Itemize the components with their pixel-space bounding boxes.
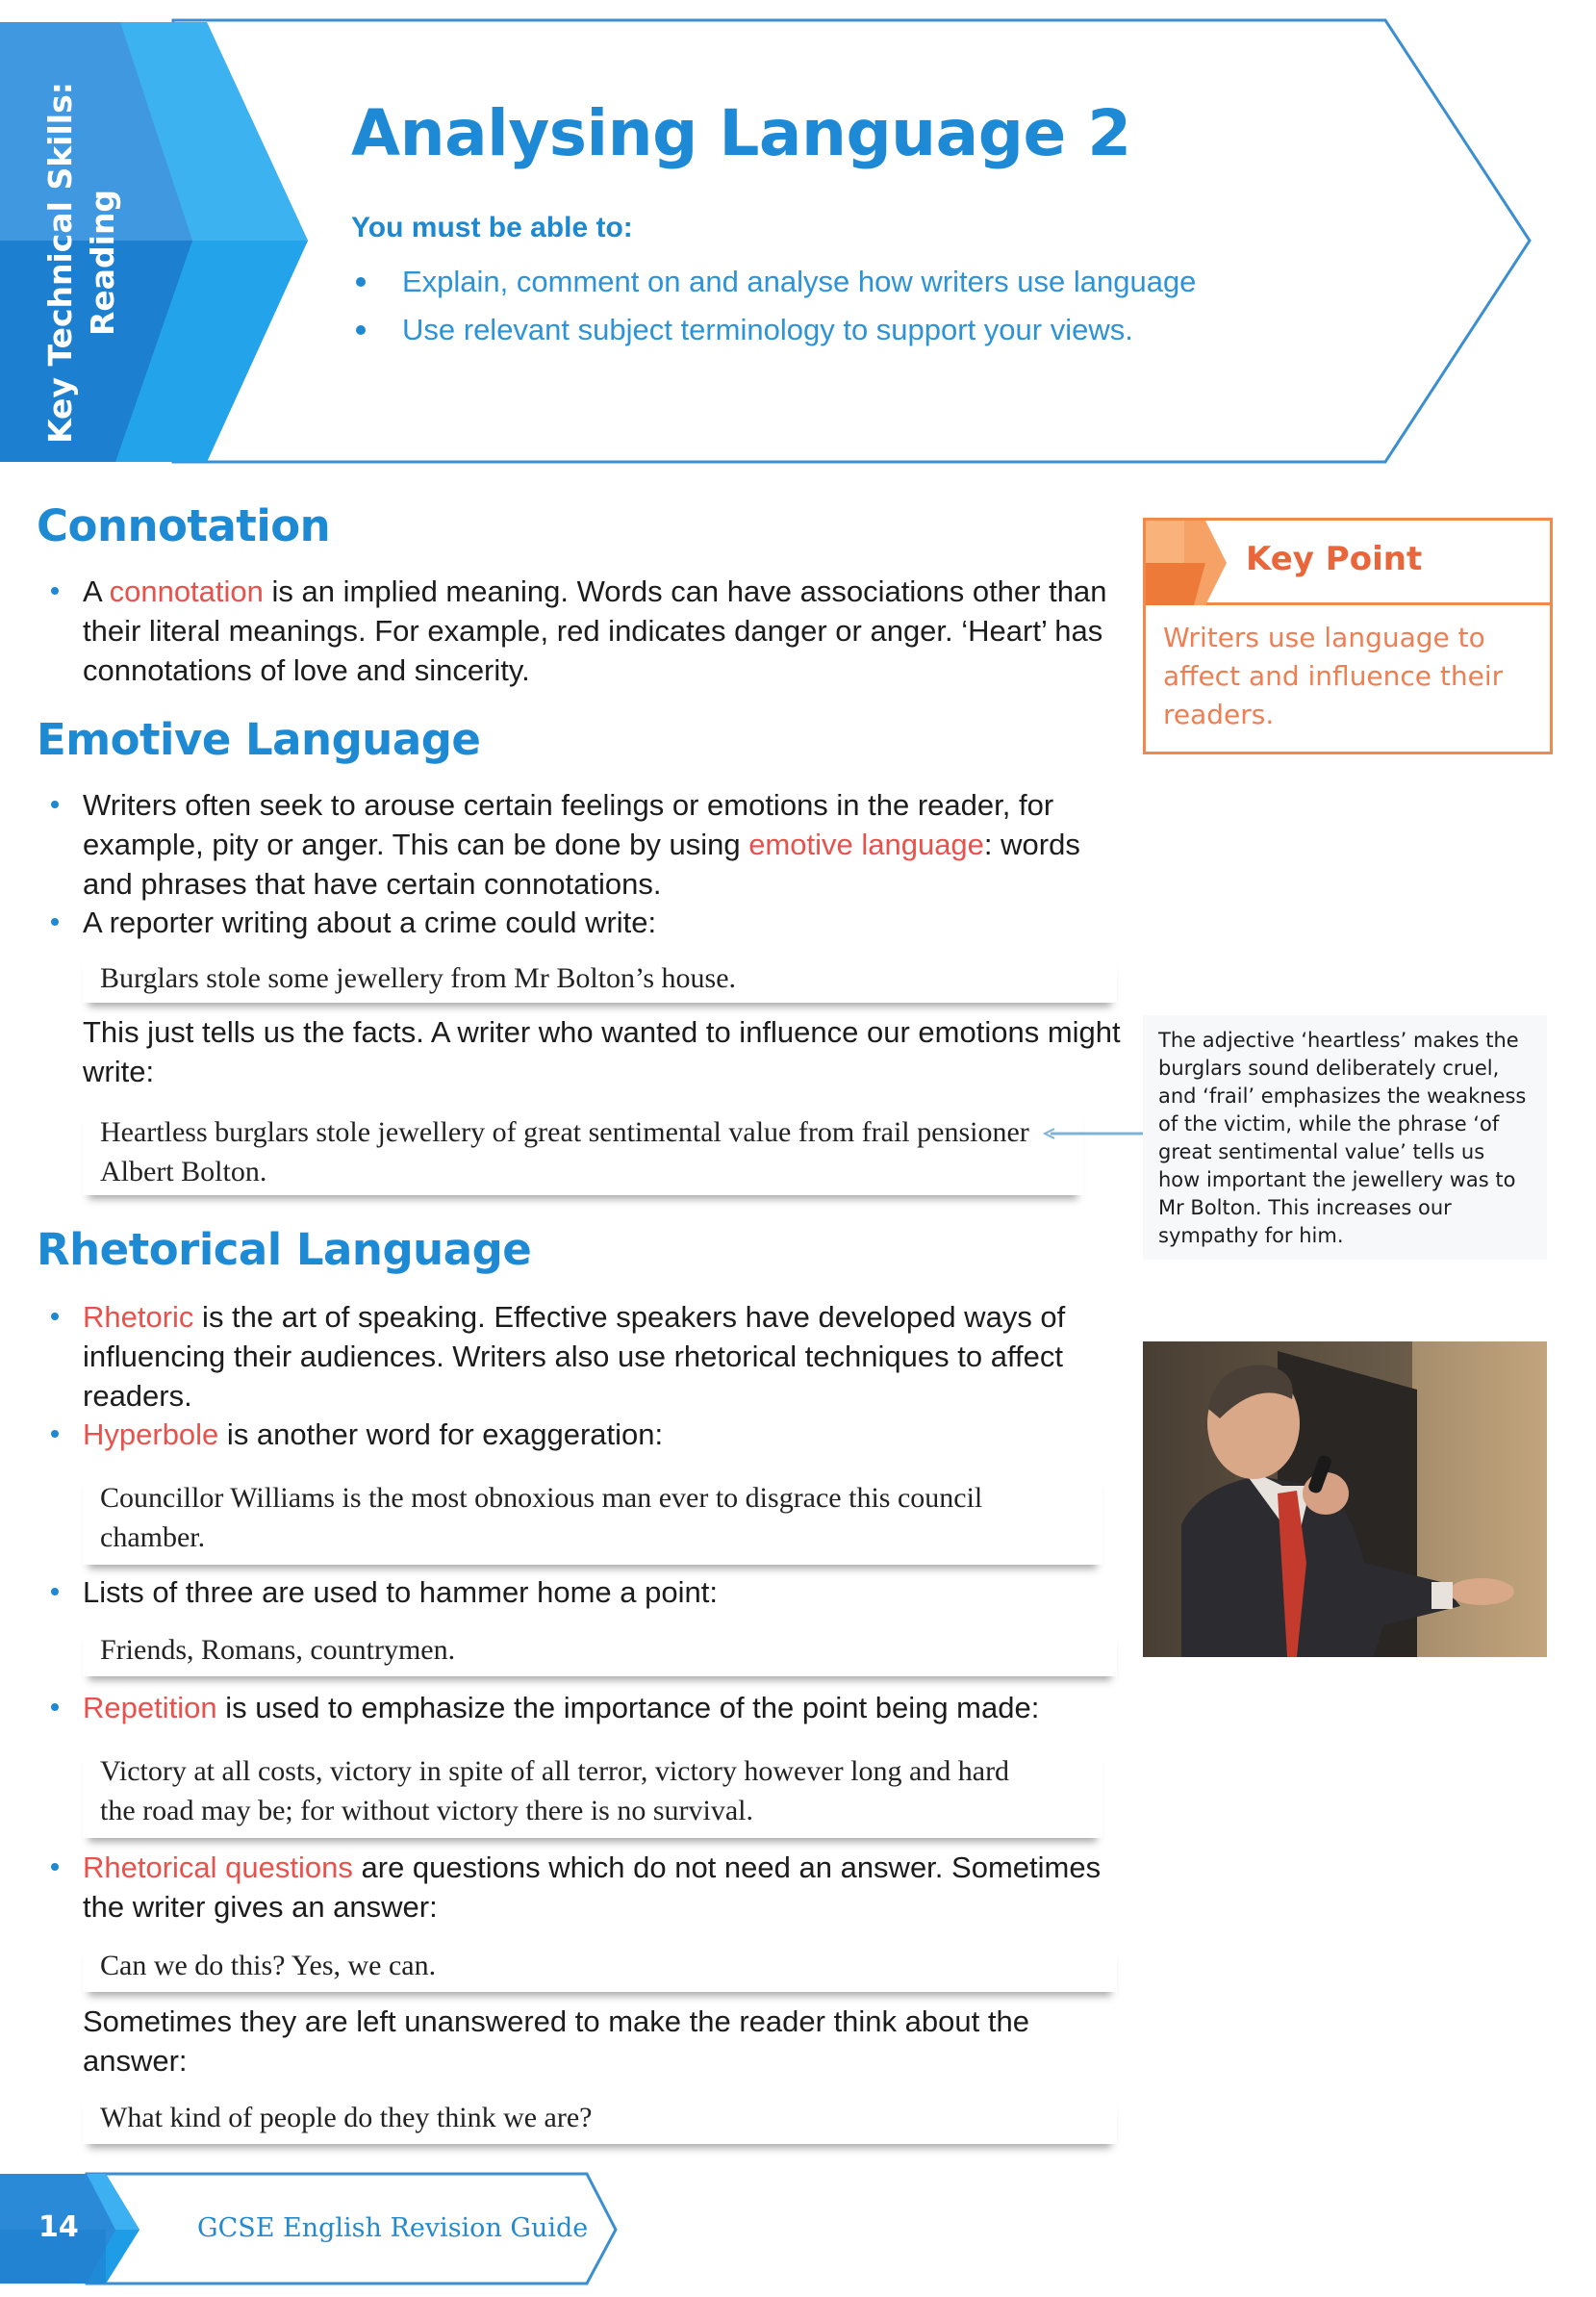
term-rhetorical-questions: Rhetorical questions (83, 1850, 353, 1884)
rhetorical-bullet-2: Hyperbole is another word for exaggeration: (83, 1415, 1122, 1454)
heading-rhetorical-language: Rhetorical Language (37, 1224, 532, 1275)
bullet-icon (51, 801, 59, 808)
speaker-photo (1143, 1341, 1547, 1657)
rhetorical-bullet-1: Rhetoric is the art of speaking. Effective speakers have developed ways of influencing their audiences. Writers also use rhetorical techniques to affect readers. (83, 1297, 1122, 1416)
objectives-list (351, 258, 1196, 354)
page-title: Analysing Language 2 (351, 96, 1131, 170)
rhetorical-bullet-5: Rhetorical questions are questions which do not need an answer. Sometimes the writer gives an answer: (83, 1848, 1122, 1927)
rhetorical-bullet-4: Repetition is used to emphasize the importance of the point being made: (83, 1688, 1122, 1727)
quote-emotive: Heartless burglars stole jewellery of great sentimental value from frail pensioner Albert Bolton. (83, 1107, 1083, 1195)
heading-connotation: Connotation (37, 500, 331, 551)
objective-item: Explain, comment on and analyse how writers use language (351, 258, 1196, 306)
chevron-icon (1146, 521, 1232, 605)
connotation-paragraph: A connotation is an implied meaning. Words can have associations other than their literal meanings. For example, red indicates danger or anger. ‘Heart’ has connotations of love and sincerity. (83, 572, 1122, 690)
key-point-body: Writers use language to affect and influence their readers. (1163, 622, 1504, 730)
bullet-icon (356, 277, 366, 287)
bullet-icon (51, 1313, 59, 1320)
term-connotation: connotation (109, 574, 264, 608)
key-point-box (1143, 518, 1553, 754)
section-side-label (29, 75, 135, 450)
quote-answered-question: Can we do this? Yes, we can. (83, 1942, 1117, 1992)
bullet-icon (51, 918, 59, 926)
side-label-line1: Key Technical Skills: (41, 82, 80, 444)
objective-item: Use relevant subject terminology to support your views. (351, 306, 1196, 354)
term-hyperbole: Hyperbole (83, 1417, 219, 1451)
quote-hyperbole: Councillor Williams is the most obnoxious man ever to disgrace this council chamber. (83, 1472, 1102, 1565)
bullet-icon (51, 1703, 59, 1711)
page-footer (0, 2170, 625, 2290)
arrow-left-icon (1041, 1127, 1147, 1140)
header-banner (0, 17, 1558, 470)
key-point-title: Key Point (1246, 540, 1423, 578)
quote-repetition: Victory at all costs, victory in spite of all terror, victory however long and hard the road may be; for without victory there is no survival. (83, 1746, 1102, 1838)
quote-unanswered-question: What kind of people do they think we are? (83, 2094, 1117, 2144)
rhetorical-bullet-3: Lists of three are used to hammer home a point: (83, 1572, 1122, 1612)
quote-list-of-three: Friends, Romans, countrymen. (83, 1626, 1117, 1676)
banner-shape (0, 17, 1558, 470)
speaker-image (1143, 1341, 1547, 1657)
term-repetition: Repetition (83, 1691, 217, 1724)
bullet-icon (356, 325, 366, 335)
page-number: 14 (38, 2210, 79, 2244)
bullet-icon (51, 1430, 59, 1438)
annotation-note: The adjective ‘heartless’ makes the burglars sound deliberately cruel, and ‘frail’ emphasizes the weakness of the victim, while the phrase ‘of great sentimental value’ tells us how important the jewellery was to Mr Bolton. This increases our sympathy for him. (1143, 1015, 1547, 1260)
unanswered-text: Sometimes they are left unanswered to make the reader think about the answer: (83, 2004, 1029, 2078)
bullet-icon (51, 1588, 59, 1595)
book-title: GCSE English Revision Guide (197, 2213, 589, 2243)
emotive-bullet-1: Writers often seek to arouse certain feelings or emotions in the reader, for example, pity or anger. This can be done by using emotive language: words and phrases that have certain connotations. (83, 785, 1122, 904)
term-rhetoric: Rhetoric (83, 1300, 194, 1334)
emotive-bullet-2: A reporter writing about a crime could write: (83, 903, 1122, 942)
objectives-label: You must be able to: (351, 212, 633, 243)
emotive-follow-text: This just tells us the facts. A writer who wanted to influence our emotions might write: (83, 1015, 1121, 1088)
heading-emotive-language: Emotive Language (37, 714, 481, 765)
quote-facts: Burglars stole some jewellery from Mr Bolton’s house. (83, 955, 1117, 1003)
bullet-icon (51, 1863, 59, 1871)
term-emotive-language: emotive language (748, 828, 984, 861)
key-point-header (1146, 521, 1550, 605)
bullet-icon (51, 587, 59, 595)
side-label-line2: Reading (84, 189, 122, 337)
